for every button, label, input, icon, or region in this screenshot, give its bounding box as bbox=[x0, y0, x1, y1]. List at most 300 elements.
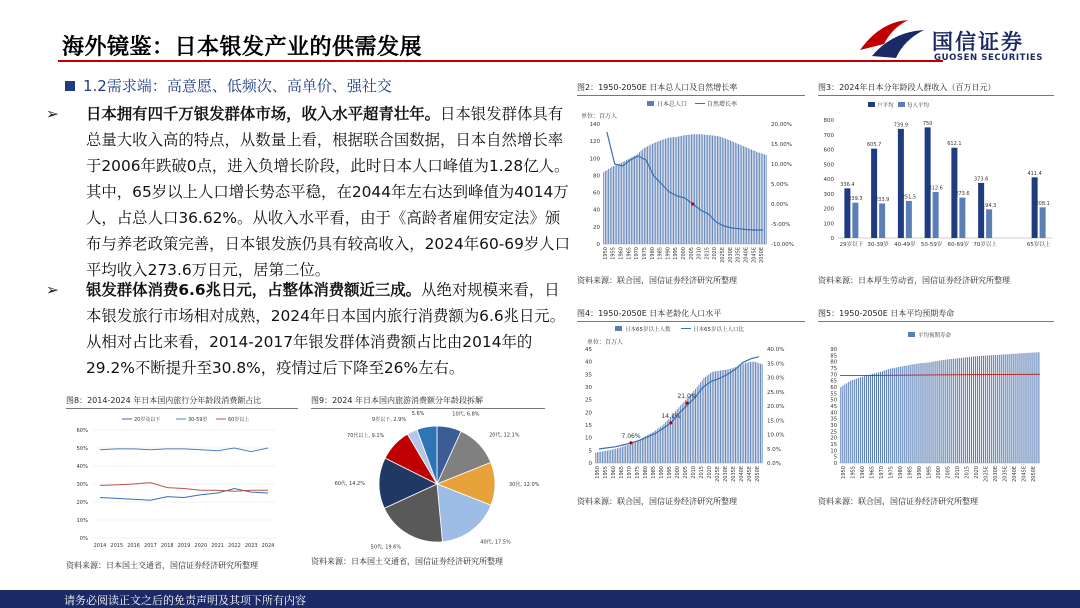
y-tick-right: 0.0% bbox=[767, 461, 781, 467]
x-tick-label: 2018 bbox=[160, 543, 174, 549]
population-bar bbox=[621, 163, 622, 244]
y-tick-left: 10 bbox=[585, 435, 592, 442]
life-expectancy-bar bbox=[912, 365, 913, 463]
aged-population-bar bbox=[612, 450, 613, 463]
household-income-bar bbox=[925, 127, 931, 238]
x-tick-label: 2020 bbox=[712, 247, 719, 260]
milestone-label: 21.0% bbox=[677, 393, 697, 401]
population-bar bbox=[719, 137, 720, 244]
life-expectancy-bar bbox=[908, 365, 909, 463]
household-income-bar bbox=[871, 149, 877, 238]
life-expectancy-bar bbox=[918, 364, 919, 463]
x-tick-label: 2035E bbox=[731, 466, 737, 482]
aged-population-bar bbox=[630, 444, 631, 463]
aged-population-bar bbox=[697, 387, 698, 463]
aged-population-bar bbox=[757, 363, 758, 463]
bar-value-label: 273.6 bbox=[955, 191, 970, 198]
population-bar bbox=[650, 145, 651, 244]
y-tick-right: 5.00% bbox=[771, 182, 789, 188]
x-tick-label: 1975 bbox=[635, 466, 641, 479]
x-tick-label: 1985 bbox=[657, 247, 664, 260]
population-bar bbox=[722, 138, 723, 244]
y-tick-label: 800 bbox=[823, 118, 834, 124]
population-bar bbox=[616, 165, 617, 244]
x-tick-label: 1970 bbox=[634, 247, 641, 260]
aged-population-bar bbox=[645, 436, 646, 463]
aged-population-bar bbox=[745, 363, 746, 463]
population-bar bbox=[702, 134, 703, 244]
pie-slice-label: 20代, 12.1% bbox=[489, 432, 520, 439]
y-tick-label: 90 bbox=[830, 347, 837, 353]
pie-slice-label: 30代, 12.0% bbox=[509, 481, 540, 488]
life-expectancy-bar bbox=[1028, 353, 1029, 463]
life-expectancy-bar bbox=[941, 360, 942, 463]
life-expectancy-bar bbox=[923, 363, 924, 463]
legend-swatch-count bbox=[615, 326, 622, 331]
life-expectancy-bar bbox=[882, 371, 883, 463]
x-tick-label: 2010 bbox=[691, 466, 697, 479]
y-tick-label: 75 bbox=[830, 366, 837, 372]
pie-slice-label: 10代, 6.8% bbox=[452, 411, 480, 418]
pie-slice-label: 9岁以下, 2.9% bbox=[372, 417, 407, 423]
aged-population-bar bbox=[688, 396, 689, 463]
life-expectancy-bar bbox=[973, 357, 974, 463]
life-expectancy-bar bbox=[971, 357, 972, 463]
x-tick-label: 1975 bbox=[641, 247, 648, 260]
per-person-income-bar bbox=[959, 198, 965, 238]
x-tick-label: 1950 bbox=[840, 466, 847, 479]
life-expectancy-bar bbox=[1024, 353, 1025, 463]
population-bar bbox=[684, 135, 685, 244]
life-expectancy-bar bbox=[955, 359, 956, 463]
x-tick-label: 2020 bbox=[194, 543, 208, 549]
aged-population-bar bbox=[707, 376, 708, 463]
population-bar bbox=[681, 136, 682, 244]
pie-slice-label: 40代, 17.5% bbox=[480, 539, 511, 546]
fig8-caption: 图8：2014-2024 年日本国内旅行分年龄段消费额占比 bbox=[66, 396, 262, 405]
paragraph-silver-consumption bbox=[46, 277, 571, 381]
aged-population-bar bbox=[743, 364, 744, 463]
life-expectancy-bar bbox=[961, 358, 962, 463]
y-tick-right: 25.0% bbox=[767, 389, 785, 396]
y-tick-left: 20 bbox=[585, 410, 592, 417]
aged-population-bar bbox=[662, 426, 663, 463]
aged-population-bar bbox=[755, 362, 756, 463]
life-expectancy-bar bbox=[894, 368, 895, 463]
x-tick-label: 2030E bbox=[727, 247, 734, 263]
x-tick-label: 2025E bbox=[720, 247, 727, 263]
milestone-marker bbox=[669, 421, 672, 424]
y-tick-right: 20.00% bbox=[771, 122, 792, 128]
per-person-income-bar bbox=[879, 203, 885, 238]
fig8-source: 资料来源：日本国土交通省，国信证券经济研究所整理 bbox=[66, 561, 258, 570]
fig3-caption-rule bbox=[818, 95, 1054, 96]
aged-population-bar bbox=[627, 445, 628, 463]
aged-population-bar bbox=[629, 445, 630, 463]
aged-population-bar bbox=[649, 434, 650, 463]
population-bar bbox=[607, 170, 608, 244]
x-tick-label: 2050E bbox=[755, 466, 761, 482]
population-bar bbox=[649, 145, 650, 244]
page-title: 海外镜鉴：日本银发产业的供需发展 bbox=[62, 35, 423, 60]
aged-population-bar bbox=[665, 422, 666, 463]
legend-label-2: 30-59岁 bbox=[188, 417, 208, 423]
aged-population-bar bbox=[659, 428, 660, 463]
header-divider bbox=[58, 60, 943, 62]
fig5-caption-rule bbox=[818, 321, 1054, 322]
bar-value-label: 239.3 bbox=[848, 196, 863, 203]
population-bar bbox=[620, 163, 621, 244]
fig3-source: 资料来源：日本厚生劳动省，国信证券经济研究所整理 bbox=[818, 276, 1010, 285]
x-tick-label: 1960 bbox=[611, 466, 617, 479]
life-expectancy-bar bbox=[1030, 353, 1031, 463]
life-expectancy-bar bbox=[854, 379, 855, 463]
bar-value-label: 194.3 bbox=[981, 202, 997, 209]
aged-population-bar bbox=[732, 368, 733, 463]
life-expectancy-bar bbox=[1019, 353, 1020, 463]
life-expectancy-bar bbox=[872, 374, 873, 463]
legend-label-3: 60岁以上 bbox=[228, 417, 250, 423]
life-expectancy-bar bbox=[842, 386, 843, 463]
life-expectancy-bar bbox=[991, 355, 992, 463]
series-line-2 bbox=[100, 448, 268, 452]
aged-population-bar bbox=[735, 367, 736, 463]
life-expectancy-bar bbox=[920, 363, 921, 463]
y-tick-label: 300 bbox=[823, 191, 834, 198]
population-bar bbox=[662, 140, 663, 244]
life-expectancy-bar bbox=[890, 369, 891, 463]
population-bar bbox=[725, 139, 726, 244]
life-expectancy-bar bbox=[925, 363, 926, 463]
y-tick-label: 70 bbox=[830, 372, 837, 379]
population-bar bbox=[727, 139, 728, 244]
population-bar bbox=[654, 143, 655, 244]
population-bar bbox=[608, 169, 609, 244]
population-bar bbox=[688, 135, 689, 244]
life-expectancy-bar bbox=[995, 355, 996, 463]
category-label: 50-59岁 bbox=[920, 242, 943, 248]
y-tick-left: 5 bbox=[588, 448, 592, 455]
x-tick-label: 2014 bbox=[93, 543, 107, 549]
bar-value-label: 612.1 bbox=[947, 141, 962, 148]
aged-population-bar bbox=[693, 391, 694, 463]
y-tick-label: 45 bbox=[830, 404, 837, 410]
population-bar bbox=[639, 152, 640, 244]
fig5-life-expectancy-chart bbox=[818, 323, 1058, 493]
fig4-source: 资料来源：联合国，国信证券经济研究所整理 bbox=[577, 497, 737, 506]
life-expectancy-bar bbox=[892, 368, 893, 463]
aged-population-bar bbox=[692, 393, 693, 463]
paragraph-silver-market bbox=[46, 101, 571, 283]
aged-population-bar bbox=[607, 450, 608, 463]
per-person-income-bar bbox=[986, 209, 992, 238]
x-tick-label: 2030E bbox=[993, 466, 1000, 482]
life-expectancy-bar bbox=[985, 356, 986, 463]
aged-population-bar bbox=[717, 371, 718, 463]
per-person-income-bar bbox=[1040, 207, 1046, 238]
x-tick-label: 1980 bbox=[897, 466, 904, 479]
population-bar bbox=[624, 161, 625, 244]
life-expectancy-bar bbox=[856, 379, 857, 463]
population-bar bbox=[680, 136, 681, 244]
aged-population-bar bbox=[690, 394, 691, 463]
y-tick-right: 30.0% bbox=[767, 375, 785, 382]
legend-label-population: 日本总人口 bbox=[657, 101, 688, 108]
y-tick-label: 0 bbox=[833, 461, 837, 467]
y-tick-right: 40.0% bbox=[767, 347, 785, 353]
pie-slice-label: 50代, 19.6% bbox=[370, 544, 402, 551]
x-tick-label: 2015 bbox=[704, 247, 711, 260]
fig9-source: 资料来源：日本国土交通省，国信证券经济研究所整理 bbox=[311, 557, 503, 566]
life-expectancy-bar bbox=[1034, 352, 1035, 463]
life-expectancy-bar bbox=[876, 373, 877, 463]
unit-label: 单位：百万人 bbox=[581, 113, 618, 120]
aged-population-bar bbox=[722, 370, 723, 463]
life-expectancy-bar bbox=[993, 355, 994, 463]
y-tick-label: 80 bbox=[830, 359, 837, 366]
x-tick-label: 2045E bbox=[751, 247, 758, 263]
aged-population-bar bbox=[708, 374, 709, 463]
life-expectancy-bar bbox=[953, 359, 954, 463]
population-bar bbox=[671, 137, 672, 244]
life-expectancy-bar bbox=[880, 372, 881, 463]
x-tick-label: 2005 bbox=[688, 247, 695, 260]
bar-value-label: 251.5 bbox=[901, 194, 917, 201]
x-tick-label: 2020 bbox=[707, 466, 713, 479]
population-bar bbox=[717, 136, 718, 244]
y-tick-label: 15 bbox=[830, 442, 837, 448]
per-person-income-bar bbox=[933, 192, 939, 238]
aged-population-bar bbox=[742, 364, 743, 463]
life-expectancy-bar bbox=[900, 367, 901, 463]
life-expectancy-bar bbox=[864, 376, 865, 463]
legend-label-ratio: 日本65岁以上人口比 bbox=[693, 327, 744, 333]
bar-value-label: 208.1 bbox=[1035, 200, 1050, 207]
population-bar bbox=[663, 139, 664, 244]
life-expectancy-bar bbox=[969, 357, 970, 463]
guosen-logo bbox=[858, 14, 1058, 66]
aged-population-bar bbox=[654, 432, 655, 463]
population-bar bbox=[603, 172, 604, 244]
population-bar bbox=[610, 168, 611, 244]
life-expectancy-bar bbox=[906, 366, 907, 463]
population-bar bbox=[699, 134, 700, 244]
life-expectancy-bar bbox=[868, 375, 869, 463]
x-tick-label: 2000 bbox=[936, 466, 942, 479]
life-expectancy-bar bbox=[967, 357, 968, 463]
milestone-label: 7.06% bbox=[621, 432, 641, 440]
aged-population-bar bbox=[624, 446, 625, 463]
population-bar bbox=[766, 155, 767, 244]
aged-population-bar bbox=[632, 443, 633, 463]
aged-population-bar bbox=[650, 433, 651, 463]
household-income-bar bbox=[898, 129, 904, 238]
arrow-bullet-icon: ➢ bbox=[46, 105, 59, 123]
category-label: 40-49岁 bbox=[894, 242, 916, 248]
x-tick-label: 1985 bbox=[651, 466, 657, 479]
aged-population-bar bbox=[727, 370, 728, 463]
fig5-caption: 图5：1950-2050E 日本平均预期寿命 bbox=[818, 309, 955, 318]
y-tick-label: 200 bbox=[823, 206, 834, 213]
life-expectancy-bar bbox=[977, 356, 978, 463]
pie-slice-label: 5.6% bbox=[411, 411, 425, 418]
x-tick-label: 1980 bbox=[649, 247, 656, 260]
x-tick-label: 1965 bbox=[619, 466, 625, 479]
y-tick-label: 30% bbox=[76, 482, 88, 488]
aged-population-bar bbox=[715, 371, 716, 463]
life-expectancy-bar bbox=[874, 373, 875, 463]
x-tick-label: 1990 bbox=[659, 466, 665, 479]
aged-population-bar bbox=[668, 419, 669, 463]
population-bar bbox=[641, 151, 642, 244]
x-tick-label: 1990 bbox=[916, 466, 923, 479]
population-bar bbox=[683, 135, 684, 244]
x-tick-label: 2050E bbox=[1031, 466, 1038, 482]
x-tick-label: 2025E bbox=[983, 466, 990, 482]
milestone-label: 14.1% bbox=[661, 412, 681, 420]
population-bar bbox=[710, 135, 711, 244]
life-expectancy-bar bbox=[1020, 353, 1021, 463]
x-tick-label: 1995 bbox=[673, 247, 680, 260]
x-tick-label: 2000 bbox=[675, 466, 681, 479]
life-expectancy-bar bbox=[939, 360, 940, 463]
bar-value-label: 336.4 bbox=[840, 181, 855, 188]
aged-population-bar bbox=[652, 432, 653, 463]
x-tick-label: 2024 bbox=[261, 543, 275, 549]
y-tick-left: 0 bbox=[596, 242, 600, 248]
aged-population-bar bbox=[718, 371, 719, 463]
life-expectancy-bar bbox=[929, 362, 930, 463]
x-tick-label: 1960 bbox=[859, 466, 866, 479]
population-bar bbox=[657, 142, 658, 244]
growth-rate-line-forecast bbox=[693, 204, 763, 230]
life-expectancy-bar bbox=[957, 358, 958, 463]
x-tick-label: 1955 bbox=[850, 466, 857, 479]
population-bar bbox=[647, 146, 648, 244]
fig8-caption-rule bbox=[66, 408, 298, 409]
y-tick-label: 10% bbox=[76, 518, 88, 524]
y-tick-left: 0 bbox=[588, 461, 592, 467]
population-bar bbox=[623, 162, 624, 244]
life-expectancy-bar bbox=[989, 355, 990, 463]
aged-population-bar bbox=[710, 373, 711, 463]
population-bar bbox=[644, 148, 645, 244]
life-expectancy-bar bbox=[1001, 355, 1002, 463]
y-tick-left: 25 bbox=[585, 397, 592, 404]
aged-population-bar bbox=[723, 370, 724, 463]
aged-population-bar bbox=[599, 452, 600, 463]
x-tick-label: 1990 bbox=[665, 247, 672, 260]
x-tick-label: 2020 bbox=[974, 466, 981, 479]
population-bar bbox=[637, 153, 638, 244]
life-expectancy-bar bbox=[914, 364, 915, 463]
y-tick-left: 60 bbox=[593, 190, 600, 197]
aged-population-bar bbox=[740, 365, 741, 463]
y-tick-label: 400 bbox=[823, 177, 834, 183]
x-tick-label: 2050E bbox=[759, 247, 766, 263]
aged-population-bar bbox=[682, 404, 683, 463]
y-tick-right: -10.00% bbox=[771, 242, 794, 248]
population-bar bbox=[655, 142, 656, 244]
aged-population-bar bbox=[712, 372, 713, 463]
page-footer bbox=[0, 590, 1080, 608]
x-tick-label: 1975 bbox=[888, 466, 895, 479]
y-tick-label: 30 bbox=[830, 423, 837, 429]
life-expectancy-bar bbox=[933, 362, 934, 463]
paragraph-1-lead: 日本拥有四千万银发群体市场，收入水平超青壮年。 bbox=[86, 105, 440, 123]
y-tick-label: 40 bbox=[830, 410, 837, 417]
life-expectancy-bar bbox=[943, 360, 944, 463]
population-bar bbox=[652, 144, 653, 244]
y-tick-left: 100 bbox=[589, 156, 600, 163]
aged-population-bar bbox=[642, 438, 643, 463]
legend-label-per-person: 每人平均 bbox=[907, 103, 930, 109]
life-expectancy-bar bbox=[1022, 353, 1023, 463]
aged-population-bar bbox=[600, 452, 601, 463]
population-bar bbox=[675, 137, 676, 244]
population-bar bbox=[720, 137, 721, 244]
fig9-travel-pie-chart bbox=[311, 410, 547, 554]
bar-value-label: 233.9 bbox=[874, 196, 890, 203]
x-tick-label: 2045E bbox=[1021, 466, 1028, 482]
life-expectancy-bar bbox=[858, 378, 859, 463]
legend-label-household: 户平均 bbox=[877, 103, 894, 109]
aged-population-bar bbox=[753, 361, 754, 463]
x-tick-label: 2019 bbox=[177, 543, 191, 549]
x-tick-label: 2015 bbox=[964, 466, 971, 479]
x-tick-label: 1970 bbox=[878, 466, 885, 479]
aged-population-bar bbox=[728, 369, 729, 463]
y-tick-label: 10 bbox=[830, 448, 837, 455]
y-tick-left: 120 bbox=[589, 139, 600, 146]
life-expectancy-bar bbox=[1003, 354, 1004, 463]
life-expectancy-bar bbox=[1005, 354, 1006, 463]
y-tick-right: -5.00% bbox=[771, 222, 791, 228]
x-tick-label: 1955 bbox=[610, 247, 617, 260]
aged-population-bar bbox=[620, 447, 621, 463]
population-bar bbox=[615, 165, 616, 244]
aged-population-bar bbox=[733, 368, 734, 463]
page-header bbox=[0, 0, 1080, 70]
x-tick-label: 2010 bbox=[955, 466, 962, 479]
life-expectancy-bar bbox=[921, 363, 922, 463]
y-tick-right: 15.00% bbox=[771, 142, 792, 148]
aged-population-bar bbox=[720, 371, 721, 463]
aged-population-bar bbox=[667, 420, 668, 463]
pie-slice-label: 60代, 14.2% bbox=[334, 480, 365, 487]
bar-value-label: 373.6 bbox=[973, 176, 989, 183]
paragraph-2-text: 从绝对规模来看，日本银发旅行市场相对成熟，2024年日本国内旅行消费额为6.6兆日元。从相对占比来看，2014-2017年银发群体消费额占比由2014年的29.2%不断提升至30.8%，疫情过后下降至26%左右。 bbox=[86, 281, 566, 377]
population-bar bbox=[728, 140, 729, 244]
fig9-caption-rule bbox=[311, 408, 545, 409]
x-tick-label: 2005 bbox=[683, 466, 689, 479]
y-tick-label: 0% bbox=[79, 536, 88, 542]
legend-label-life: 平均预期寿命 bbox=[918, 333, 952, 339]
x-tick-label: 2015 bbox=[699, 466, 705, 479]
x-tick-label: 2030E bbox=[723, 466, 729, 482]
population-bar bbox=[704, 135, 705, 244]
legend-label-1: 20岁及以下 bbox=[134, 417, 161, 423]
life-expectancy-bar bbox=[886, 370, 887, 463]
y-tick-right: 35.0% bbox=[767, 361, 785, 368]
x-tick-label: 1985 bbox=[907, 466, 914, 479]
x-tick-label: 1995 bbox=[667, 466, 673, 479]
y-tick-label: 700 bbox=[823, 132, 834, 139]
x-tick-label: 2021 bbox=[211, 543, 224, 549]
population-bar bbox=[618, 164, 619, 244]
life-expectancy-bar bbox=[850, 381, 851, 463]
aged-population-bar bbox=[610, 450, 611, 463]
